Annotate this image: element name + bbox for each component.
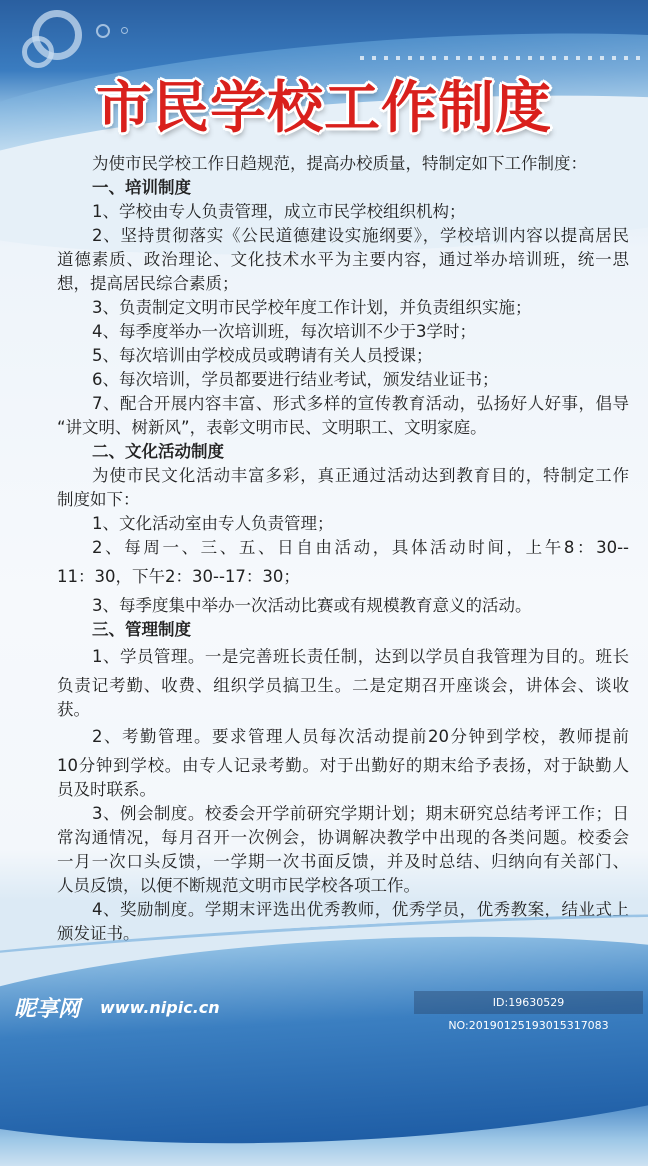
section-heading-training: 一、培训制度 <box>92 178 191 197</box>
intro-text: 为使市民学校工作日趋规范，提高办校质量，特制定如下工作制度： <box>92 154 587 173</box>
text-line: 1、文化活动室由专人负责管理； <box>92 514 334 533</box>
text-line: 制度如下： <box>57 490 140 509</box>
section-heading-management: 三、管理制度 <box>92 620 191 639</box>
text-line: 获。 <box>57 700 90 719</box>
watermark-logo: 昵享网 <box>14 997 81 1022</box>
text-line: 人员反馈，以便不断规范文明市民学校各项工作。 <box>57 876 420 895</box>
page-title: 市民学校工作制度 <box>96 76 552 141</box>
text-line: 3、例会制度。校委会开学前研究学期计划；期末研究总结考评工作；日 <box>92 804 629 823</box>
text-line: 一月一次口头反馈，一学期一次书面反馈，并及时总结、归纳向有关部门、 <box>57 852 629 871</box>
text-line: 1、学校由专人负责管理，成立市民学校组织机构； <box>92 202 466 221</box>
text-line: 员及时联系。 <box>57 780 156 799</box>
watermark-url: www.nipic.cn <box>100 998 220 1017</box>
text-line: 3、负责制定文明市民学校年度工作计划，并负责组织实施； <box>92 298 532 317</box>
text-line: 想，提高居民综合素质； <box>57 274 239 293</box>
text-line: 2、考勤管理。要求管理人员每次活动提前20分钟到学校，教师提前 <box>92 727 629 746</box>
text-line: 5、每次培训由学校成员或聘请有关人员授课； <box>92 346 433 365</box>
text-line: 6、每次培训，学员都要进行结业考试，颁发结业证书； <box>92 370 499 389</box>
text-line: 7、配合开展内容丰富、形式多样的宣传教育活动，弘扬好人好事，倡导 <box>92 394 629 413</box>
section-heading-culture: 二、文化活动制度 <box>92 442 224 461</box>
text-line: 11：30，下午2：30--17：30； <box>57 567 300 586</box>
text-line: “讲文明、树新风”，表彰文明市民、文明职工、文明家庭。 <box>57 418 487 437</box>
ring-decoration-small <box>96 24 110 38</box>
document-body <box>57 152 629 946</box>
text-line: 负责记考勤、收费、组织学员搞卫生。二是定期召开座谈会，讲体会、谈收 <box>57 676 629 695</box>
text-line: 2、每周一、三、五、日自由活动，具体活动时间，上午8：30-- <box>92 538 629 557</box>
text-line: 颁发证书。 <box>57 924 140 943</box>
text-line: 常沟通情况，每月召开一次例会，协调解决教学中出现的各类问题。校委会 <box>57 828 629 847</box>
ring-decoration-tiny <box>121 27 128 34</box>
text-line: 1、学员管理。一是完善班长责任制，达到以学员自我管理为目的。班长 <box>92 647 629 666</box>
text-line: 2、坚持贯彻落实《公民道德建设实施纲要》，学校培训内容以提高居民 <box>92 226 629 245</box>
dotted-line-decoration <box>360 56 648 60</box>
text-line: 道德素质、政治理论、文化技术水平为主要内容，通过举办培训班，统一思 <box>57 250 629 269</box>
text-line: 3、每季度集中举办一次活动比赛或有规模教育意义的活动。 <box>92 596 532 615</box>
text-line: 为使市民文化活动丰富多彩，真正通过活动达到教育目的，特制定工作 <box>92 466 629 485</box>
text-line: 4、奖励制度。学期末评选出优秀教师，优秀学员，优秀教案，结业式上 <box>92 900 629 919</box>
text-line: 10分钟到学校。由专人记录考勤。对于出勤好的期末给予表扬，对于缺勤人 <box>57 756 629 775</box>
text-line: 4、每季度举办一次培训班，每次培训不少于3学时； <box>92 322 476 341</box>
watermark-id: ID:19630529 NO:20190125193015317083 <box>414 991 643 1014</box>
